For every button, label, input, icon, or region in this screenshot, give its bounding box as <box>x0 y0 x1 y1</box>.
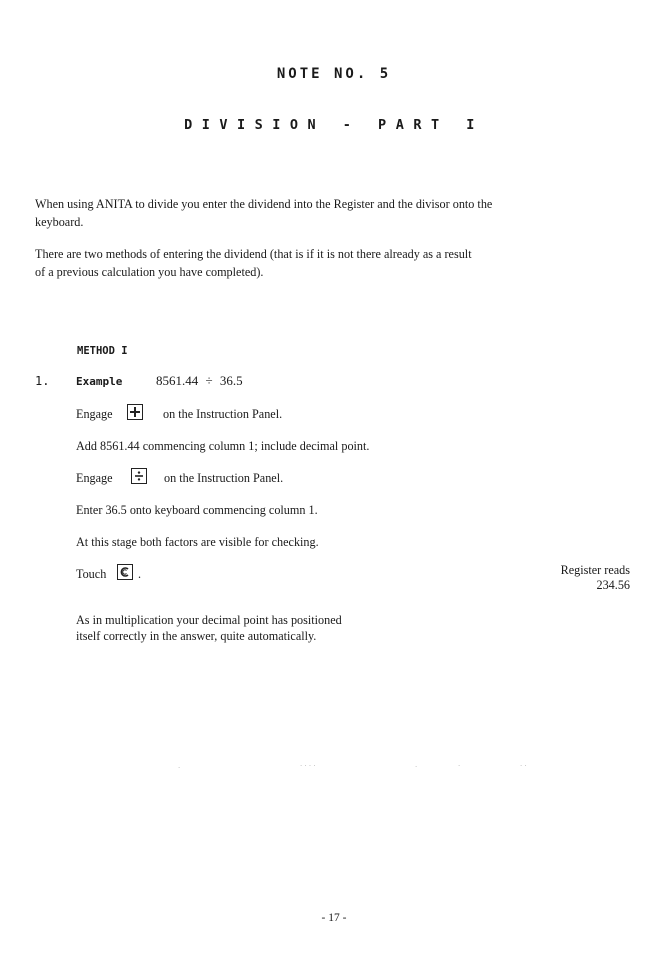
scan-speck: · <box>178 764 181 772</box>
example-number: 1. <box>35 374 50 388</box>
intro-paragraph-1: When using ANITA to divide you enter the dividend into the Register and the divisor onto the keyboard. <box>35 197 493 229</box>
intro-paragraph-2: There are two methods of entering the dividend (that is if it is not there already as a result of a previous calculation you have completed). <box>35 247 472 279</box>
step-6-text-after: . <box>138 567 142 581</box>
scan-speck: · <box>415 763 418 771</box>
page-number: - 17 - <box>321 912 347 924</box>
register-value: 234.56 <box>596 578 630 592</box>
step-6-text: Touch <box>76 567 107 581</box>
register-label: Register reads <box>560 563 630 577</box>
step-1-text: Engage <box>76 407 113 421</box>
plus-key-icon <box>127 404 143 420</box>
closing-line-2: itself correctly in the answer, quite automatically. <box>76 629 317 643</box>
step-2-text: Add 8561.44 commencing column 1; include decimal point. <box>76 439 370 453</box>
example-expression: 8561.44 ÷ 36.5 <box>156 373 243 388</box>
step-5-text: At this stage both factors are visible for checking. <box>76 535 319 549</box>
example-label: Example <box>76 375 123 388</box>
scan-speck: · · · · <box>300 762 316 770</box>
method-heading: METHOD I <box>77 345 128 357</box>
clear-key-icon <box>117 564 133 580</box>
page-subtitle: DIVISION - PART I <box>184 117 484 133</box>
page-title: NOTE NO. 5 <box>276 66 392 82</box>
step-3-text: Engage <box>76 471 113 485</box>
closing-line-1: As in multiplication your decimal point has positioned <box>76 613 342 627</box>
step-4-text: Enter 36.5 onto keyboard commencing column 1. <box>76 503 318 517</box>
step-3-text-after: on the Instruction Panel. <box>164 471 284 485</box>
scan-speck: · · <box>520 762 527 770</box>
scan-speck: · <box>458 762 461 770</box>
step-1-text-after: on the Instruction Panel. <box>163 407 283 421</box>
divide-key-icon <box>131 468 147 484</box>
